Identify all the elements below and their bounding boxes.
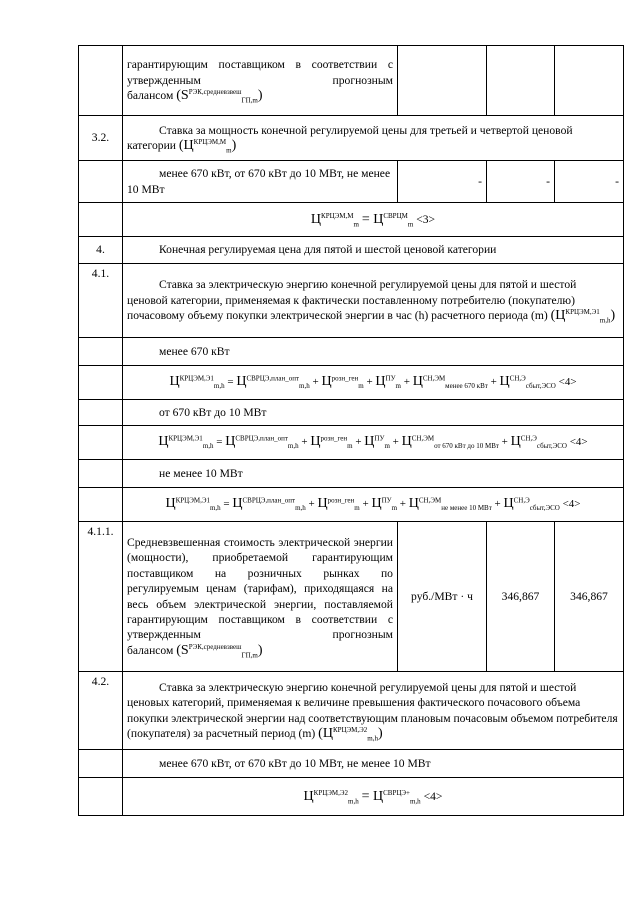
table-row: 3.2. Ставка за мощность конечной регулируемой цены для третьей и четвертой ценовой категории $(Ц^{КРЦЭМ,М}_m)$ [79,116,624,161]
table-row: 4.1. Ставка за электрическую энергию конечной регулируемой цены для пятой и шестой ценовой категории, применяемая к фактически поставленному потребителю (покупателю) почасовому объему покупки электрической энергии в час (h) расчетного периода (m) $(Ц^{КРЦЭМ,Э1}_{m,h})$ [79,264,624,338]
formula-crc-e1: $(Ц^{КРЦЭМ,Э1}_{m,h})$ [550,308,616,325]
formula-row: $Ц^{КРЦЭМ,М}_m = Ц^{СВРЦМ}_m <3>$ [123,203,624,237]
formula-term: $Ц^{СН,ЭМ}_{не менее 10 МВт}$ [408,496,492,513]
formula-term: $Ц^{СВРЦЭ,план\_опт}_{m,h}$ [236,374,310,391]
tariff-table [78,45,624,816]
table-row: 4.2. Ставка за электрическую энергию конечной регулируемой цены для пятой и шестой ценовых категорий, применяемая к величине превышения фактического почасового объема покупки электрической энергии над соответствующим плановым почасовым объемом потребителя (покупателя) за расчетный период (m) $(Ц^{КРЦЭМ,Э2}_{m,h})$ [79,672,624,750]
formula-term: $Ц^{розн\_ген}_m$ [310,434,353,451]
formula-term: $Ц^{ПУ}_m$ [375,374,401,391]
formula-term: $Ц^{КРЦЭМ,Э1}_{m,h}$ [165,496,221,513]
formula-row: $Ц^{КРЦЭМ,Э1}_{m,h} = Ц^{СВРЦЭ,план\_опт}_{m,h} + Ц^{розн\_ген}_m + Ц^{ПУ}_m + Ц^{СН,ЭМ}_{менее 670 кВт} + Ц^{СН,Э}_{сбыт,ЭСО} <4>$ [123,366,624,400]
formula-term: $Ц^{СН,Э}_{сбыт,ЭСО}$ [499,374,556,391]
formula-row: $Ц^{КРЦЭМ,Э1}_{m,h} = Ц^{СВРЦЭ,план\_опт}_{m,h} + Ц^{розн\_ген}_m + Ц^{ПУ}_m + Ц^{СН,ЭМ}_{от 670 кВт до 10 МВт} + Ц^{СН,Э}_{сбыт,ЭСО} <4>$ [123,426,624,460]
formula-row: $Ц^{КРЦЭМ,Э2}_{m,h} = Ц^{СВРЦЭ+}_{m,h} <4>$ [123,778,624,816]
table-row [79,426,624,460]
formula-term: $Ц^{СН,ЭМ}_{менее 670 кВт}$ [412,374,488,391]
formula-term: $Ц^{розн\_ген}_m$ [321,374,364,391]
formula-crc-m: $(Ц^{КРЦЭМ,М}_m)$ [178,138,237,155]
formula-term: $Ц^{ПУ}_m$ [364,434,390,451]
formula-s-gp: $(S^{РЭК,средневзвеш}_{ГП,m})$ [176,88,263,105]
table-row: менее 670 кВт, от 670 кВт до 10 МВт, не менее 10 МВт - - - [79,161,624,203]
table-row [79,488,624,522]
table-row: от 670 кВт до 10 МВт [79,400,624,426]
formula-term: $Ц^{розн\_ген}_m$ [317,496,360,513]
table-row: менее 670 кВт, от 670 кВт до 10 МВт, не менее 10 МВт [79,750,624,778]
table-row: 4.1.1. Средневзвешенная стоимость электрической энергии (мощности), приобретаемой гарантирующим поставщиком на розничных рынках по регулируемым ценам (тарифам), приходящаяся на весь объем электрической энергии, поставляемой гарантирующим поставщиком в соответствии с утвержденным прогнозным балансом $(S^{РЭК,средневзвеш}_{ГП,m})$ руб./МВт · ч 346,867 346,867 [79,522,624,672]
formula-term: $Ц^{СВРЦЭ,план\_опт}_{m,h}$ [232,496,306,513]
table-row: не менее 10 МВт [79,460,624,488]
formula-term: $Ц^{КРЦЭМ,Э1}_{m,h}$ [169,374,225,391]
table-row: менее 670 кВт [79,338,624,366]
table-row: 4. Конечная регулируемая цена для пятой и шестой ценовой категории [79,237,624,264]
text-cell: Средневзвешенная стоимость электрической энергии (мощности), приобретаемой гарантирующим поставщиком на розничных рынках по регулируемым ценам (тарифам), приходящаяся на весь объем электрической энергии, поставляемой гарантирующим поставщиком в соответствии с утвержденным прогнозным балансом $(S^{РЭК,средневзвеш}_{ГП,m})$ [123,522,398,672]
formula-row: $Ц^{КРЦЭМ,Э1}_{m,h} = Ц^{СВРЦЭ,план\_опт}_{m,h} + Ц^{розн\_ген}_m + Ц^{ПУ}_m + Ц^{СН,ЭМ}_{не менее 10 МВт} + Ц^{СН,Э}_{сбыт,ЭСО} <4>$ [123,488,624,522]
formula-term: $Ц^{СН,ЭМ}_{от 670 кВт до 10 МВт}$ [401,434,499,451]
table-row [79,203,624,237]
formula-term: $Ц^{ПУ}_m$ [371,496,398,513]
continued-text-cell: гарантирующим поставщиком в соответствии с утвержденным прогнозным балансом $(S^{РЭК,средневзвеш}_{ГП,m})$ [123,46,398,116]
formula-s-gp: $(S^{РЭК,средневзвеш}_{ГП,m})$ [176,642,263,660]
formula-term: $Ц^{СВРЦЭ,план\_опт}_{m,h}$ [225,434,299,451]
table-row [79,778,624,816]
formula-term: $Ц^{СН,Э}_{сбыт,ЭСО}$ [503,496,560,513]
formula-term: $Ц^{КРЦЭМ,Э1}_{m,h}$ [158,434,214,451]
formula-term: $Ц^{СН,Э}_{сбыт,ЭСО}$ [510,434,567,451]
table-row [79,46,624,116]
table-row [79,366,624,400]
formula-crc-e2: $(Ц^{КРЦЭМ,Э2}_{m,h})$ [318,725,383,743]
